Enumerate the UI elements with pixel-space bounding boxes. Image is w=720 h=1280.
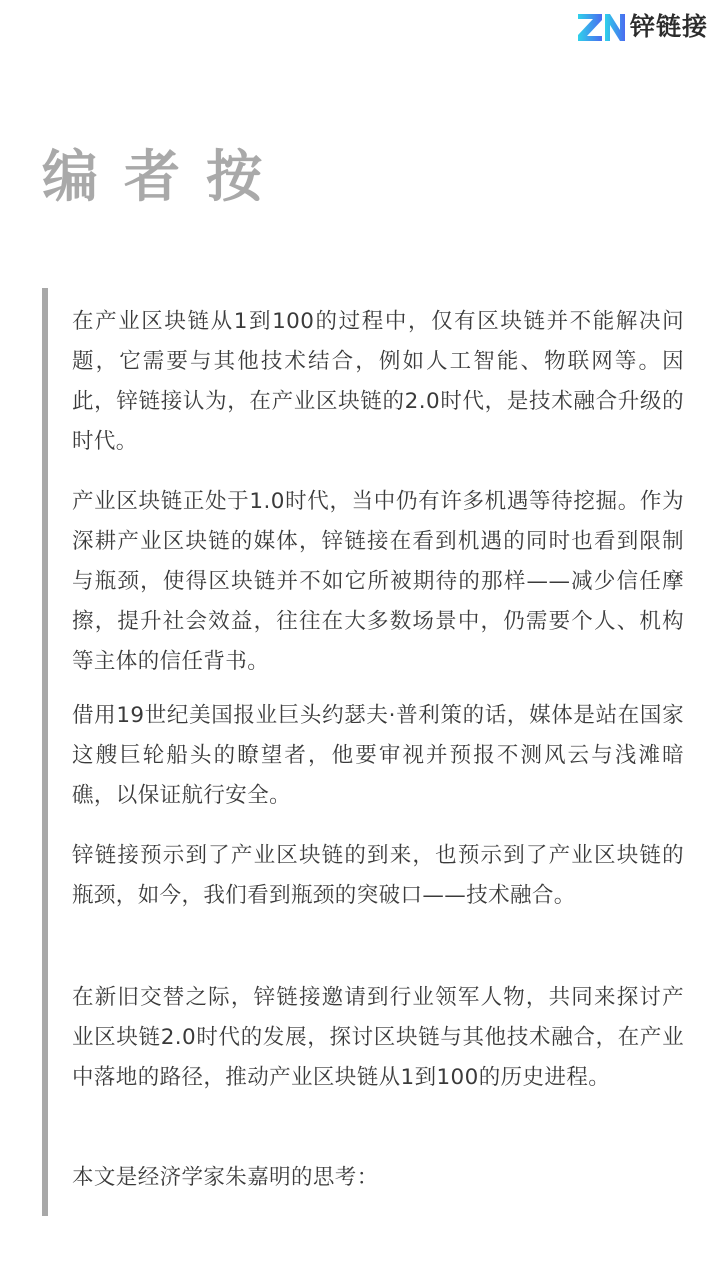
paragraph: 锌链接预示到了产业区块链的到来，也预示到了产业区块链的瓶颈，如今，我们看到瓶颈的突破口——技术融合。 xyxy=(72,843,684,908)
page-title: 编者按 xyxy=(42,145,288,210)
paragraph: 产业区块链正处于1.0时代，当中仍有许多机遇等待挖掘。作为深耕产业区块链的媒体，锌链接在看到机遇的同时也看到限制与瓶颈，使得区块链并不如它所被期待的那样——减少信任摩擦，提升社会效益，往往在大多数场景中，仍需要个人、机构等主体的信任背书。 xyxy=(72,489,684,674)
brand-name: 锌链接 xyxy=(629,12,708,41)
brand-logo xyxy=(576,10,708,44)
editor-note-content xyxy=(42,288,682,1216)
paragraph: 在产业区块链从1到100的过程中，仅有区块链并不能解决问题，它需要与其他技术结合，例如人工智能、物联网等。因此，锌链接认为，在产业区块链的2.0时代，是技术融合升级的时代。 xyxy=(72,309,684,454)
paragraph: 在新旧交替之际，锌链接邀请到行业领军人物，共同来探讨产业区块链2.0时代的发展，探讨区块链与其他技术融合，在产业中落地的路径，推动产业区块链从1到100的历史进程。 xyxy=(72,985,684,1090)
zn-logo-icon xyxy=(576,10,628,44)
paragraph: 本文是经济学家朱嘉明的思考： xyxy=(72,1165,379,1190)
paragraph: 借用19世纪美国报业巨头约瑟夫·普利策的话，媒体是站在国家这艘巨轮船头的瞭望者，他要审视并预报不测风云与浅滩暗礁，以保证航行安全。 xyxy=(72,703,684,808)
